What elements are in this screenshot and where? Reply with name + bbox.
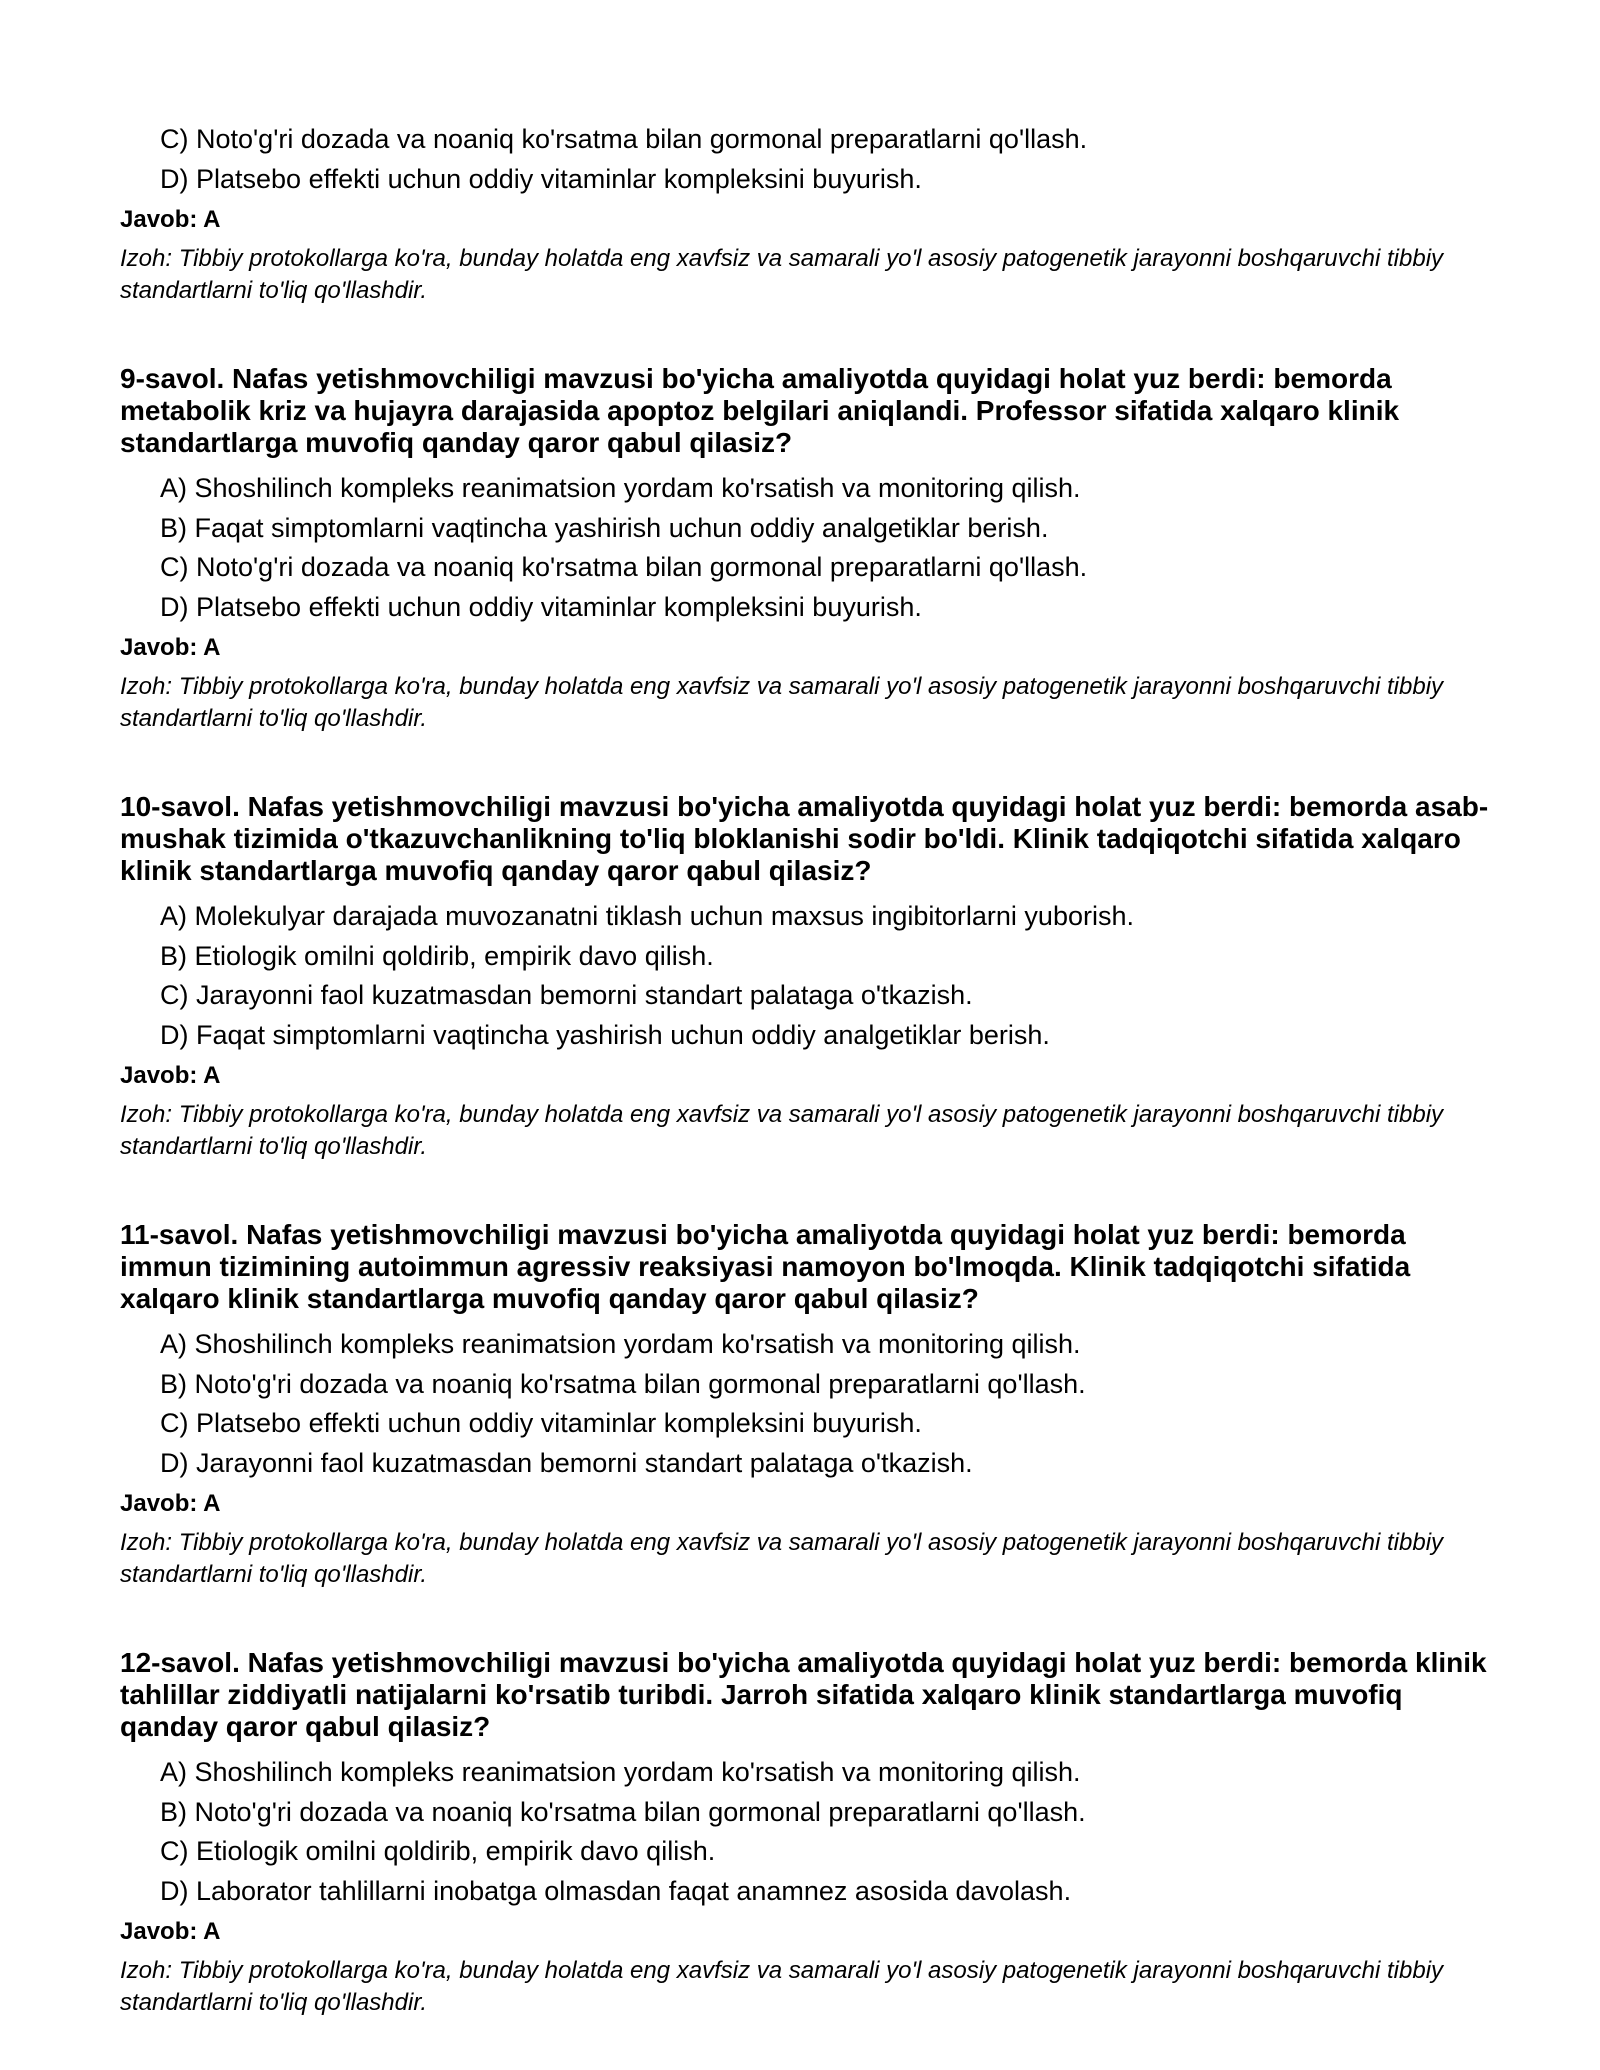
question-text: 9-savol. Nafas yetishmovchiligi mavzusi bo'yicha amaliyotda quyidagi holat yuz berdi: bemorda metabolik kriz va hujayra darajasida apoptoz belgilari aniqlandi. Professor sifatida xalqaro klinik standartlarga muvofiq qanday qaror qabul qilasiz?: [120, 363, 1400, 458]
option-b: B) Noto'g'ri dozada va noaniq ko'rsatma bilan gormonal preparatlarni qo'llash.: [160, 1368, 1086, 1399]
option-a: A) Shoshilinch kompleks reanimatsion yordam ko'rsatish va monitoring qilish.: [160, 473, 1081, 503]
answer-line: Javob: A: [120, 206, 221, 233]
spacer: [120, 735, 1500, 791]
option-a: A) Molekulyar darajada muvozanatni tiklash uchun maxsus ingibitorlarni yuborish.: [160, 901, 1134, 931]
explanation-note: Izoh: Tibbiy protokollarga ko'ra, bunday holatda eng xavfsiz va samarali yo'l asosiy patogenetik jarayonni boshqaruvchi tibbiy standartlarni to'liq qo'llashdir.: [120, 1529, 1444, 1588]
spacer: [120, 1591, 1500, 1647]
option-d: D) Platsebo effekti uchun oddiy vitaminlar kompleksini buyurish.: [160, 591, 922, 622]
option-c: C) Noto'g'ri dozada va noaniq ko'rsatma bilan gormonal preparatlarni qo'llash.: [160, 552, 1088, 582]
question-text: 11-savol. Nafas yetishmovchiligi mavzusi bo'yicha amaliyotda quyidagi holat yuz berdi: bemorda immun tizimining autoimmun agressiv reaksiyasi namoyon bo'lmoqda. Klinik tadqiqotchi sifatida xalqaro klinik standartlarga muvofiq qanday qaror qabul qilasiz?: [120, 1219, 1411, 1314]
answer-line: Javob: A: [120, 634, 221, 661]
explanation-note: Izoh: Tibbiy protokollarga ko'ra, bunday holatda eng xavfsiz va samarali yo'l asosiy patogenetik jarayonni boshqaruvchi tibbiy standartlarni to'liq qo'llashdir.: [120, 1957, 1444, 2016]
answer-options: [120, 1325, 1500, 1483]
option-b: B) Noto'g'ri dozada va noaniq ko'rsatma bilan gormonal preparatlarni qo'llash.: [160, 1796, 1086, 1827]
explanation-note: Izoh: Tibbiy protokollarga ko'ra, bunday holatda eng xavfsiz va samarali yo'l asosiy patogenetik jarayonni boshqaruvchi tibbiy standartlarni to'liq qo'llashdir.: [120, 245, 1444, 304]
option-d: D) Faqat simptomlarni vaqtincha yashirish uchun oddiy analgetiklar berish.: [160, 1019, 1050, 1050]
question-10: [120, 791, 1500, 1163]
option-d: D) Laborator tahlillarni inobatga olmasdan faqat anamnez asosida davolash.: [160, 1875, 1072, 1906]
question-9: [120, 363, 1500, 735]
document-page: [120, 120, 1500, 2019]
answer-options: [120, 469, 1500, 627]
explanation-note: Izoh: Tibbiy protokollarga ko'ra, bunday holatda eng xavfsiz va samarali yo'l asosiy patogenetik jarayonni boshqaruvchi tibbiy standartlarni to'liq qo'llashdir.: [120, 1101, 1444, 1160]
question-12: [120, 1647, 1500, 2019]
option-c: C) Etiologik omilni qoldirib, empirik davo qilish.: [160, 1836, 716, 1866]
option-d: D) Platsebo effekti uchun oddiy vitaminlar kompleksini buyurish.: [160, 163, 922, 194]
question-11: [120, 1219, 1500, 1591]
question-text: 10-savol. Nafas yetishmovchiligi mavzusi bo'yicha amaliyotda quyidagi holat yuz berdi: bemorda asab-mushak tizimida o'tkazuvchanlikning to'liq bloklanishi sodir bo'ldi. Klinik tadqiqotchi sifatida xalqaro klinik standartlarga muvofiq qanday qaror qabul qilasiz?: [120, 791, 1489, 886]
answer-options: [120, 120, 1500, 199]
option-c: C) Platsebo effekti uchun oddiy vitaminlar kompleksini buyurish.: [160, 1408, 922, 1438]
answer-line: Javob: A: [120, 1062, 221, 1089]
option-a: A) Shoshilinch kompleks reanimatsion yordam ko'rsatish va monitoring qilish.: [160, 1757, 1081, 1787]
answer-line: Javob: A: [120, 1490, 221, 1517]
question-8-continuation: [120, 120, 1500, 307]
spacer: [120, 1163, 1500, 1219]
question-text: 12-savol. Nafas yetishmovchiligi mavzusi bo'yicha amaliyotda quyidagi holat yuz berdi: bemorda klinik tahlillar ziddiyatli natijalarni ko'rsatib turibdi. Jarroh sifatida xalqaro klinik standartlarga muvofiq qanday qaror qabul qilasiz?: [120, 1647, 1487, 1742]
answer-options: [120, 1753, 1500, 1911]
option-d: D) Jarayonni faol kuzatmasdan bemorni standart palataga o'tkazish.: [160, 1447, 973, 1478]
spacer: [120, 307, 1500, 363]
option-c: C) Noto'g'ri dozada va noaniq ko'rsatma bilan gormonal preparatlarni qo'llash.: [160, 124, 1088, 154]
answer-options: [120, 897, 1500, 1055]
answer-line: Javob: A: [120, 1918, 221, 1945]
explanation-note: Izoh: Tibbiy protokollarga ko'ra, bunday holatda eng xavfsiz va samarali yo'l asosiy patogenetik jarayonni boshqaruvchi tibbiy standartlarni to'liq qo'llashdir.: [120, 673, 1444, 732]
option-b: B) Etiologik omilni qoldirib, empirik davo qilish.: [160, 940, 714, 971]
option-b: B) Faqat simptomlarni vaqtincha yashirish uchun oddiy analgetiklar berish.: [160, 512, 1049, 543]
option-c: C) Jarayonni faol kuzatmasdan bemorni standart palataga o'tkazish.: [160, 980, 973, 1010]
option-a: A) Shoshilinch kompleks reanimatsion yordam ko'rsatish va monitoring qilish.: [160, 1329, 1081, 1359]
